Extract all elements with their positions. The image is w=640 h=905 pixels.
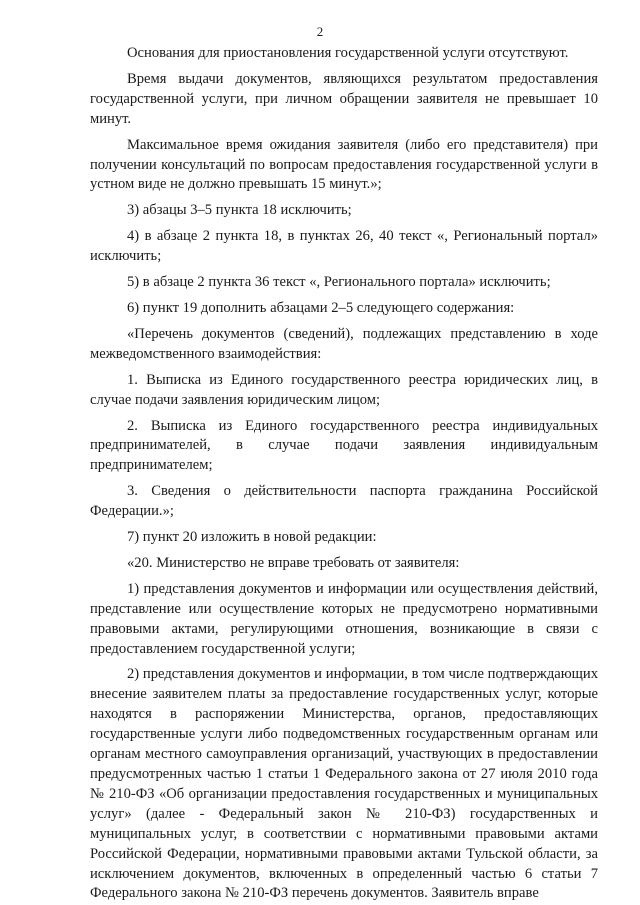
paragraph: «20. Министерство не вправе требовать от заявителя:: [127, 554, 460, 571]
paragraph: 2. Выписка из Единого государственного реестра индивидуальных предпринимателей, в случае подачи заявления индивидуальным предпринимателем;: [90, 417, 598, 474]
paragraph: 5) в абзаце 2 пункта 36 текст «, Регионального портала» исключить;: [127, 274, 551, 291]
paragraph: 2) представления документов и информации, в том числе подтверждающих внесение заявителем платы за предоставление государственных услуг, которые находятся в распоряжении Министерства, органов, предоставляющих государственные услуги либо подведомственных государственным органам или органам местного самоуправления организаций, участвующих в предоставлении предусмотренных частью 1 статьи 1 Федерального закона от 27 июля 2010 года № 210-ФЗ «Об организации предоставления государственных и муниципальных услуг» (далее - Федеральный закон № 210-ФЗ) государственных и муниципальных услуг, в соответствии с нормативными правовыми актами Российской Федерации, нормативными правовыми актами Тульской области, за исключением документов, включенных в определенный частью 6 статьи 7 Федерального закона № 210-ФЗ перечень документов. Заявитель вправе: [90, 666, 598, 902]
paragraph: 3) абзацы 3–5 пункта 18 исключить;: [127, 202, 352, 219]
paragraph: 1. Выписка из Единого государственного реестра юридических лиц, в случае подачи заявления юридическим лицом;: [90, 371, 598, 408]
paragraph: 3. Сведения о действительности паспорта гражданина Российской Федерации.»;: [90, 483, 598, 520]
paragraph: Время выдачи документов, являющихся результатом предоставления государственной услуги, при личном обращении заявителя не превышает 10 минут.: [90, 70, 598, 127]
paragraph: 1) представления документов и информации или осуществления действий, представление или осуществление которых не предусмотрено нормативными правовыми актами, регулирующими отношения, возникающие в связи с предоставлением государственной услуги;: [90, 580, 598, 657]
paragraph: Основания для приостановления государственной услуги отсутствуют.: [127, 45, 569, 61]
paragraph: Максимальное время ожидания заявителя (либо его представителя) при получении консультаций по вопросам предоставления государственной услуги в устном виде не должно превышать 15 минут.»;: [90, 136, 598, 193]
page-number: 2: [316, 24, 324, 39]
paragraph: «Перечень документов (сведений), подлежащих представлению в ходе межведомственного взаимодействия:: [90, 325, 598, 362]
paragraph: 4) в абзаце 2 пункта 18, в пунктах 26, 40 текст «, Региональный портал» исключить;: [90, 228, 598, 265]
paragraph: 6) пункт 19 дополнить абзацами 2–5 следующего содержания:: [127, 299, 515, 316]
document-body: [90, 44, 598, 904]
paragraph: 7) пункт 20 изложить в новой редакции:: [127, 529, 377, 546]
